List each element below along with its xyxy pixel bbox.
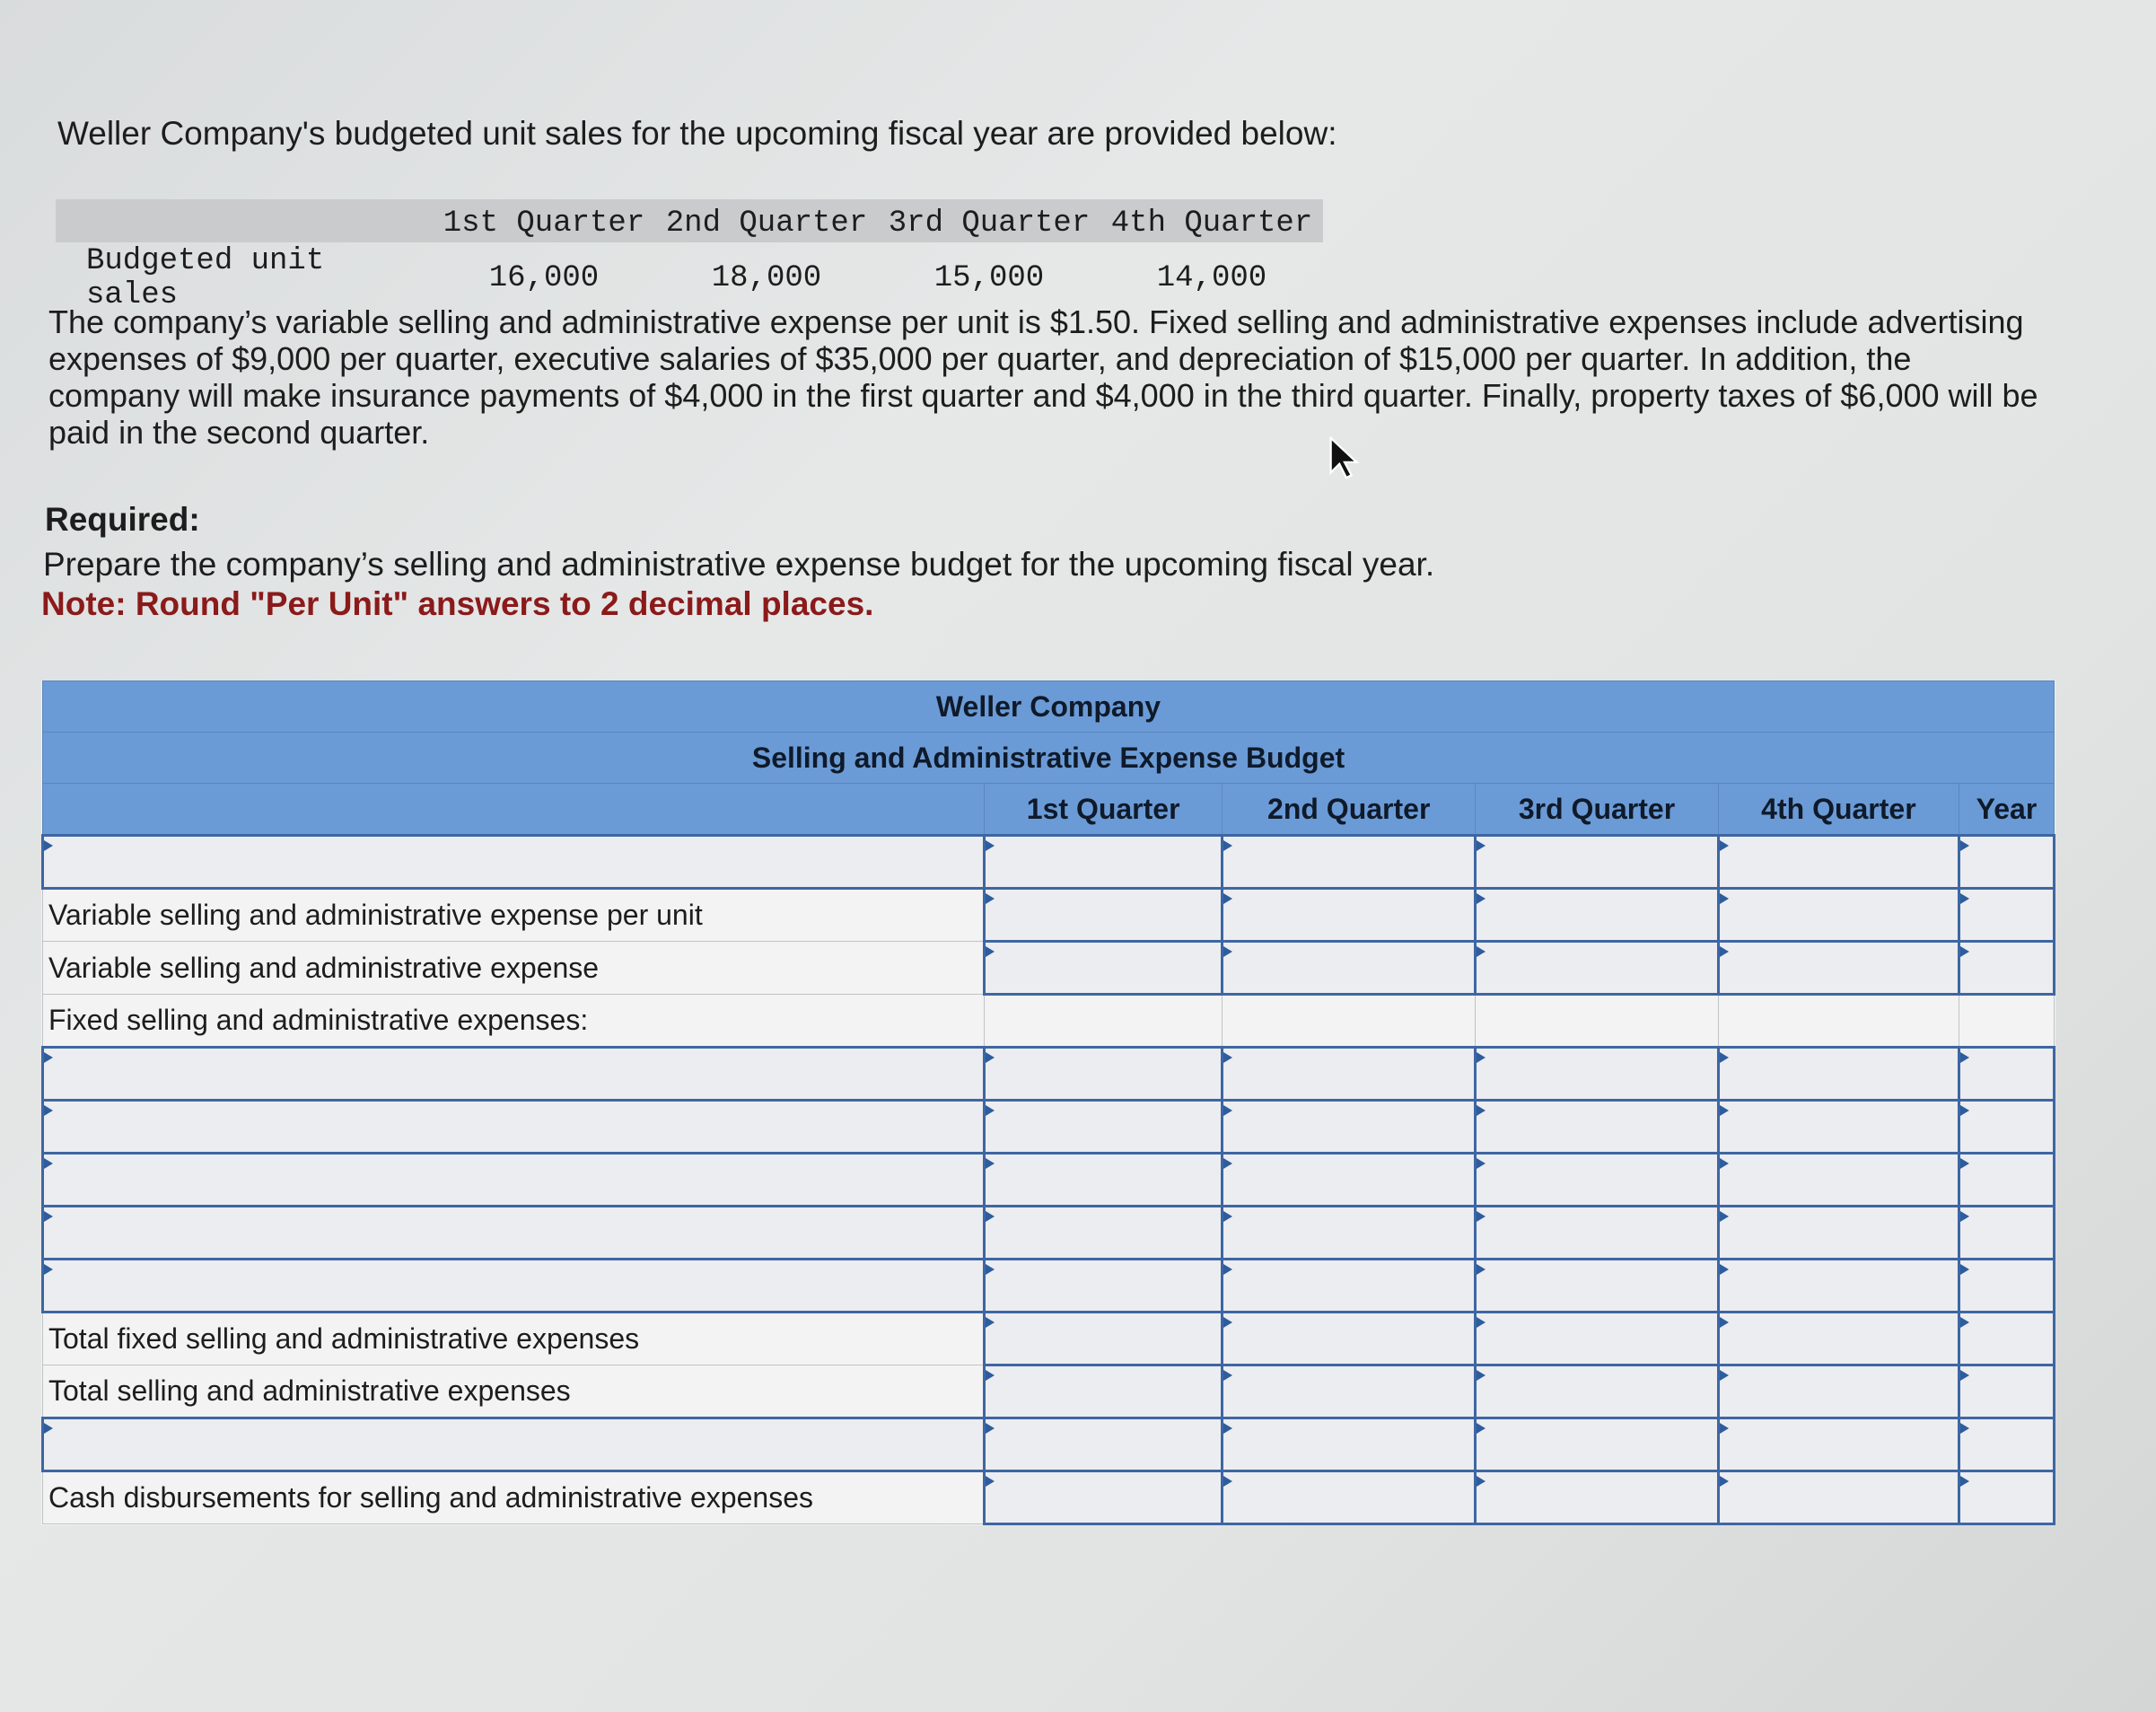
budget-header-q1: 1st Quarter (985, 784, 1223, 836)
cell-input[interactable] (985, 889, 1223, 942)
cell-input[interactable] (1223, 1048, 1476, 1101)
row-label-variable: Variable selling and administrative expense (43, 942, 985, 995)
row-label-input[interactable] (43, 1101, 985, 1154)
cell-input[interactable] (1959, 1260, 2054, 1313)
cell-input[interactable] (1476, 1313, 1719, 1365)
budget-table (41, 680, 2055, 1525)
row-label-per-unit: Variable selling and administrative expense per unit (43, 889, 985, 942)
cell-input[interactable] (1223, 1207, 1476, 1260)
required-note: Note: Round "Per Unit" answers to 2 decimal places. (41, 585, 874, 622)
cell-input[interactable] (1959, 942, 2054, 995)
table-row (43, 1365, 2055, 1418)
cell-input[interactable] (1718, 942, 1959, 995)
cell-input[interactable] (985, 1260, 1223, 1313)
cell-input[interactable] (1223, 1154, 1476, 1207)
cell-input[interactable] (985, 1471, 1223, 1524)
cell-input[interactable] (1476, 1365, 1719, 1418)
table-row (43, 1048, 2055, 1101)
cell-input[interactable] (1476, 1260, 1719, 1313)
cell-input[interactable] (1718, 889, 1959, 942)
cell-input[interactable] (1476, 942, 1719, 995)
cell-input[interactable] (985, 1313, 1223, 1365)
cell-input[interactable] (1959, 836, 2054, 889)
cell-input[interactable] (1959, 1471, 2054, 1524)
sales-value-q3: 15,000 (933, 261, 1045, 295)
cell-input[interactable] (985, 836, 1223, 889)
cell-input[interactable] (1476, 1154, 1719, 1207)
sales-value-q2: 18,000 (711, 261, 822, 295)
budget-header-label (43, 784, 985, 836)
cell-input[interactable] (1223, 1418, 1476, 1471)
row-label-input[interactable] (43, 1418, 985, 1471)
budget-header-q4: 4th Quarter (1718, 784, 1959, 836)
empty-cell (1959, 995, 2054, 1048)
required-text: Prepare the company’s selling and administrative expense budget for the upcoming fiscal year. (43, 546, 1435, 583)
cell-input[interactable] (1959, 1101, 2054, 1154)
cell-input[interactable] (1718, 1471, 1959, 1524)
required-title: Required: (45, 501, 200, 538)
row-label-input[interactable] (43, 1207, 985, 1260)
cell-input[interactable] (1223, 1313, 1476, 1365)
table-row (43, 1313, 2055, 1365)
empty-cell (1223, 995, 1476, 1048)
row-label-input[interactable] (43, 1154, 985, 1207)
sales-header-q1: 1st Quarter (433, 199, 655, 242)
cell-input[interactable] (1718, 1365, 1959, 1418)
budget-header-q3: 3rd Quarter (1476, 784, 1719, 836)
sales-header-q2: 2nd Quarter (655, 199, 878, 242)
cell-input[interactable] (985, 942, 1223, 995)
row-label-input[interactable] (43, 1260, 985, 1313)
empty-cell (1476, 995, 1719, 1048)
cell-input[interactable] (985, 1418, 1223, 1471)
sales-row-label: Budgeted unit sales (86, 244, 325, 312)
cell-input[interactable] (1718, 1207, 1959, 1260)
cell-input[interactable] (985, 1101, 1223, 1154)
table-row (43, 1207, 2055, 1260)
cell-input[interactable] (1718, 1313, 1959, 1365)
cell-input[interactable] (1718, 1154, 1959, 1207)
sales-table (56, 199, 1323, 316)
budget-header-q2: 2nd Quarter (1223, 784, 1476, 836)
sales-value-q4: 14,000 (1156, 261, 1267, 295)
cell-input[interactable] (1718, 1101, 1959, 1154)
cell-input[interactable] (1223, 1471, 1476, 1524)
budget-company: Weller Company (43, 681, 2055, 733)
row-label-fixed-header: Fixed selling and administrative expenses: (43, 995, 985, 1048)
cell-input[interactable] (985, 1048, 1223, 1101)
row-label-total-fixed: Total fixed selling and administrative expenses (43, 1313, 985, 1365)
cell-input[interactable] (1476, 1048, 1719, 1101)
cell-input[interactable] (985, 1207, 1223, 1260)
budget-title: Selling and Administrative Expense Budget (43, 733, 2055, 784)
cell-input[interactable] (985, 1365, 1223, 1418)
intro-text: Weller Company's budgeted unit sales for the upcoming fiscal year are provided below: (57, 115, 1337, 152)
cell-input[interactable] (1223, 1101, 1476, 1154)
cell-input[interactable] (1476, 1101, 1719, 1154)
sales-header-q3: 3rd Quarter (878, 199, 1100, 242)
sales-header-blank (56, 199, 433, 242)
cell-input[interactable] (1476, 889, 1719, 942)
cell-input[interactable] (1718, 1260, 1959, 1313)
mouse-cursor-icon (1327, 436, 1363, 481)
cell-input[interactable] (1959, 1418, 2054, 1471)
cell-input[interactable] (1959, 1313, 2054, 1365)
row-label-input[interactable] (43, 836, 985, 889)
table-row (43, 942, 2055, 995)
cell-input[interactable] (1223, 942, 1476, 995)
cell-input[interactable] (1959, 1154, 2054, 1207)
table-row (43, 995, 2055, 1048)
cell-input[interactable] (1959, 1207, 2054, 1260)
empty-cell (1718, 995, 1959, 1048)
row-label-total: Total selling and administrative expenses (43, 1365, 985, 1418)
empty-cell (985, 995, 1223, 1048)
table-row (43, 889, 2055, 942)
cell-input[interactable] (1223, 1260, 1476, 1313)
cell-input[interactable] (1223, 836, 1476, 889)
row-label-input[interactable] (43, 1048, 985, 1101)
cell-input[interactable] (1223, 1365, 1476, 1418)
cell-input[interactable] (1718, 1048, 1959, 1101)
cell-input[interactable] (1476, 1207, 1719, 1260)
table-row (43, 1471, 2055, 1524)
cell-input[interactable] (1959, 1048, 2054, 1101)
problem-paragraph: The company’s variable selling and administrative expense per unit is $1.50. Fixed selling and administrative expenses include advertising expenses of $9,000 per quarter, executive salaries of $35,000 per quarter, and depreciation of $15,000 per quarter. In addition, the company will make insurance payments of $4,000 in the first quarter and $4,000 in the third quarter. Finally, property taxes of $6,000 will be paid in the second quarter. (48, 303, 2038, 451)
table-row (43, 836, 2055, 889)
table-row (43, 1260, 2055, 1313)
table-row (43, 1101, 2055, 1154)
cell-input[interactable] (1959, 889, 2054, 942)
cell-input[interactable] (1959, 1365, 2054, 1418)
budget-header-year: Year (1959, 784, 2054, 836)
row-label-cash: Cash disbursements for selling and administrative expenses (43, 1471, 985, 1524)
cell-input[interactable] (1718, 836, 1959, 889)
sales-header-q4: 4th Quarter (1100, 199, 1323, 242)
cell-input[interactable] (1223, 889, 1476, 942)
cell-input[interactable] (1476, 1418, 1719, 1471)
cell-input[interactable] (1718, 1418, 1959, 1471)
table-row (43, 1418, 2055, 1471)
cell-input[interactable] (985, 1154, 1223, 1207)
cell-input[interactable] (1476, 1471, 1719, 1524)
table-row (43, 1154, 2055, 1207)
sales-value-q1: 16,000 (488, 261, 600, 295)
cell-input[interactable] (1476, 836, 1719, 889)
